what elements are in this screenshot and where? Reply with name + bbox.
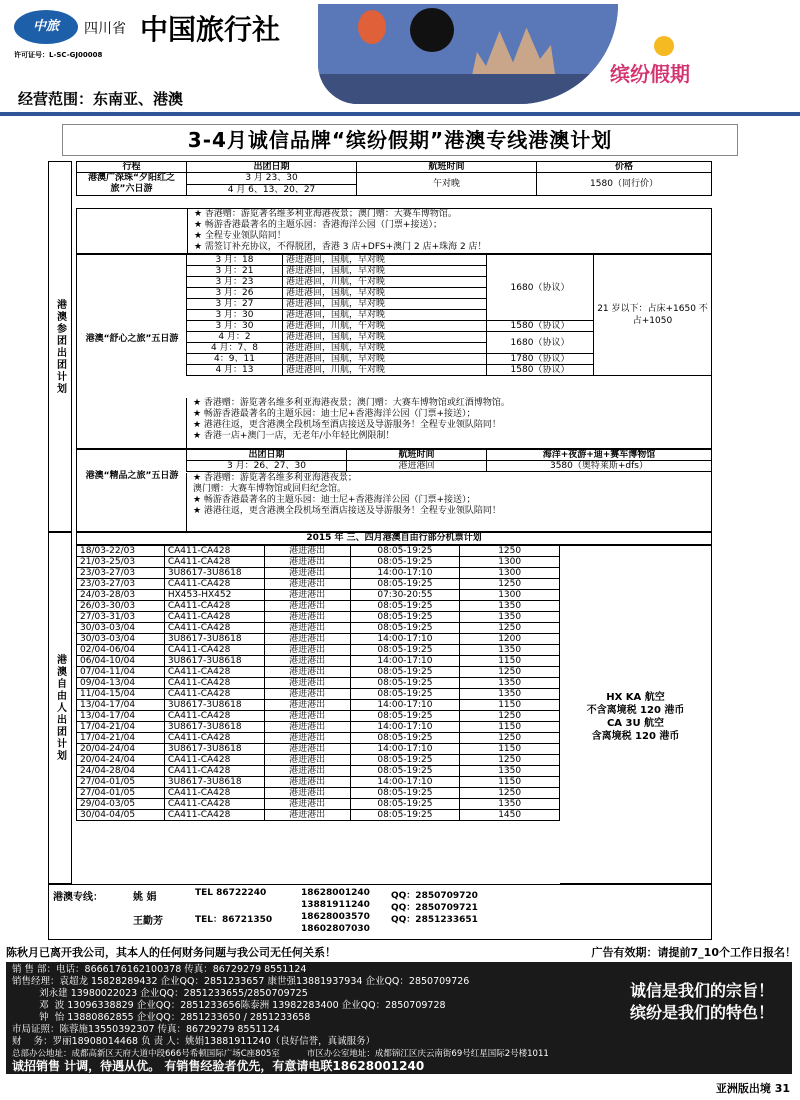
header-divider <box>0 112 800 116</box>
table-row: 4 月：7、8 港进港回，国航，早对晚 <box>187 343 712 354</box>
side-label-group: 港澳参团出团计划 <box>48 161 72 532</box>
table-row: 3 月：26 港进港回，国航，早对晚 <box>187 288 712 299</box>
sub-brand-logo: 缤纷假期 <box>610 36 740 92</box>
table-row: 30/04-04/05 CA411-CA428 港进港出 08:05-19:25 1450 <box>77 810 560 821</box>
mascot-icon <box>410 8 454 52</box>
table-row: 09/04-13/04 CA411-CA428 港进港出 08:05-19:25 1350 <box>77 678 560 689</box>
table-row: 30/03-03/04 3U8617-3U8618 港进港出 14:00-17:10 1200 <box>77 634 560 645</box>
table-row: 24/03-28/03 HX453-HX452 港进港出 07:30-20:55 1300 <box>77 590 560 601</box>
notice-right: 广告有效期：请提前7_10个工作日报名！ <box>591 946 796 959</box>
header <box>0 0 800 118</box>
table-row: 07/04-11/04 CA411-CA428 港进港出 08:05-19:25 1250 <box>77 667 560 678</box>
sun-icon <box>654 36 674 56</box>
table-row: 13/04-17/04 CA411-CA428 港进港出 08:05-19:25 1250 <box>77 711 560 722</box>
license-number: 许可证号：L-SC-GJ00008 <box>14 51 103 59</box>
side-label-free: 港澳自由人出团计划 <box>48 532 72 884</box>
table-row: 02/04-06/04 CA411-CA428 港进港出 08:05-19:25 1350 <box>77 645 560 656</box>
free-travel-table <box>76 545 560 821</box>
table-row: 18/03-22/03 CA411-CA428 港进港出 08:05-19:25 1250 <box>77 546 560 557</box>
table-row: 20/04-24/04 3U8617-3U8618 港进港出 14:00-17:10 1150 <box>77 744 560 755</box>
table-row: 23/03-27/03 CA411-CA428 港进港出 08:05-19:25 1250 <box>77 579 560 590</box>
table-row: 3 月：30 港进港回，川航，午对晚 1580（协议） <box>187 321 712 332</box>
table-row: 24/04-28/04 CA411-CA428 港进港出 08:05-19:25 1350 <box>77 766 560 777</box>
table-row: 30/03-03/04 CA411-CA428 港进港出 08:05-19:25 1250 <box>77 623 560 634</box>
table-row: 4：9、11 港进港回，国航，早对晚 1780（协议） <box>187 354 712 365</box>
table-row: 3 月：23 港进港回，川航，午对晚 <box>187 277 712 288</box>
company-logo: 中旅 <box>14 10 78 44</box>
route3-features: ★ 香港赠：游览著名维多利亚海港夜景； 澳门赠：大赛车博物馆或回归纪念馆。 ★ 畅游香港最著名的主题乐园：迪士尼+香港海洋公园（门票+接送）； ★ 港港往返，更含港澳全段机场至酒店接送及导游服务！全程专业领队陪同！ <box>186 473 712 532</box>
table-row: 27/03-31/03 CA411-CA428 港进港出 08:05-19:25 1350 <box>77 612 560 623</box>
route1-name: 港澳广深珠“夕阳红之旅”六日游 <box>77 173 187 196</box>
free-travel-title: 2015 年 三、四月港澳自由行部分机票计划 <box>76 532 712 545</box>
route2-table <box>186 254 712 376</box>
table-row: 21/03-25/03 CA411-CA428 港进港出 08:05-19:25 1300 <box>77 557 560 568</box>
page-number: 亚洲版出境 31 <box>715 1082 790 1095</box>
footer-contact-block: 销 售 部：电话：8666176162100378 传真：86729279 8551124 销售经理：袁超龙 15828289432 企业QQ：2851233657 康世强13881937934 企业QQ：2850709726 刘永建 13980022023 企业QQ：2851233655/2850709725 邓 波 13096338829 企业QQ：2851233656陈泰洲 13982283400 企业QQ：2850709728 钟 怡 13880862855 企业QQ：2851233650 / 2851233658 市局证照：陈蓉施13550392307 传真：86729279 8551124 财 务：罗丽18908014468 负 责 人：姚娟13881911240（良好信誉，真诚服务） 总部办公地址：成都高新区天府大道中段666号希顿国际广场C座805室 市区办公室地址：成都锦江区庆云南街69号红星国际2号楼1011 诚招销售 计调，待遇从优。 有销售经验者优先，有意请电联18628001240 诚信是我们的宗旨！ 缤纷是我们的特色！ <box>6 962 792 1074</box>
route1-table: 行程 出团日期 航班时间 价格 港澳广深珠“夕阳红之旅”六日游 3 月 23、30 午对晚 1580（同行价） 4 月 6、13、20、27 <box>76 161 712 196</box>
table-row: 23/03-27/03 3U8617-3U8618 港进港出 14:00-17:10 1300 <box>77 568 560 579</box>
table-row: 27/04-01/05 CA411-CA428 港进港出 08:05-19:25 1250 <box>77 788 560 799</box>
table-row: 20/04-24/04 CA411-CA428 港进港出 08:05-19:25 1250 <box>77 755 560 766</box>
contacts-box: 港澳专线： 姚 娟 TEL 86722240 18628001240 13881911240 QQ：2850709720 QQ：2850709721 王勤芳 TEL：86721350 18628003570 18602807030 QQ：2851233651 <box>48 884 712 940</box>
slogan: 诚信是我们的宗旨！ 缤纷是我们的特色！ <box>629 981 774 1022</box>
notice-bar <box>6 944 796 960</box>
province-label: 四川省 <box>84 21 126 37</box>
table-row: 4 月：2 港进港回，国航，早对晚 1680（协议） <box>187 332 712 343</box>
route3-name: 港澳“精品之旅”五日游 <box>85 471 179 481</box>
business-scope: 经营范围：东南亚、港澳 <box>18 90 184 108</box>
route2-features: ★ 香港赠：游览著名维多利亚海港夜景；澳门赠：大赛车博物馆或红酒博物馆。 ★ 畅游香港最著名的主题乐园：迪士尼+香港海洋公园（门票+接送）； ★ 港港往返，更含港澳全段机场至酒店接送及导游服务！全程专业领队陪同！ ★ 香港一店+澳门一店，无老年/小年轻比例限制！ <box>186 398 712 449</box>
table-row: 3 月：18 港进港回，国航，早对晚 1680（协议） 21 岁以下：占床+1650 不占+1050 <box>187 255 712 266</box>
route1-features: ★ 香港赠：游览著名维多利亚海港夜景；澳门赠：大赛车博物馆。 ★ 畅游香港最著名的主题乐园：香港海洋公园（门票+接送）； ★ 全程专业领队陪同！ ★ 需签订补充协议，不得脱团，香港 3 店+DFS+澳门 2 店+珠海 2 店！ <box>76 208 712 254</box>
table-row: 3 月：30 港进港回，国航，早对晚 <box>187 310 712 321</box>
table-row: 3 月：21 港进港回，国航，早对晚 <box>187 266 712 277</box>
balloon-icon <box>358 10 386 44</box>
brand-name: 中国旅行社 <box>140 13 281 46</box>
route3-table: 出团日期 航班时间 海洋+夜游+迪+赛车博物馆 3 月：26、27、30 港进港回 3580（奥特莱斯+dfs） <box>186 449 712 472</box>
notice-left: 陈秋月已离开我公司，其本人的任何财务问题与我公司无任何关系！ <box>6 946 336 959</box>
table-row: 27/04-01/05 3U8617-3U8618 港进港出 14:00-17:10 1150 <box>77 777 560 788</box>
route2-name: 港澳“舒心之旅”五日游 <box>85 334 179 344</box>
table-row: 11/04-15/04 CA411-CA428 港进港出 08:05-19:25 1350 <box>77 689 560 700</box>
table-row: 13/04-17/04 3U8617-3U8618 港进港出 14:00-17:10 1150 <box>77 700 560 711</box>
table-row: 29/04-03/05 CA411-CA428 港进港出 08:05-19:25 1350 <box>77 799 560 810</box>
table-row: 26/03-30/03 CA411-CA428 港进港出 08:05-19:25 1350 <box>77 601 560 612</box>
table-row: 06/04-10/04 3U8617-3U8618 港进港出 14:00-17:10 1150 <box>77 656 560 667</box>
table-row: 17/04-21/04 3U8617-3U8618 港进港出 14:00-17:10 1150 <box>77 722 560 733</box>
table-row: 17/04-21/04 CA411-CA428 港进港出 08:05-19:25 1250 <box>77 733 560 744</box>
travel-banner-image <box>318 4 618 104</box>
page-title: 3-4月诚信品牌“缤纷假期”港澳专线港澳计划 <box>62 124 738 156</box>
table-row: 4 月：13 港进港回，川航，午对晚 1580（协议） <box>187 365 712 376</box>
airline-note: HX KA 航空 不含离境税 120 港币 CA 3U 航空 含离境税 120 港币 <box>560 545 712 884</box>
table-row: 3 月：27 港进港回，国航，早对晚 <box>187 299 712 310</box>
